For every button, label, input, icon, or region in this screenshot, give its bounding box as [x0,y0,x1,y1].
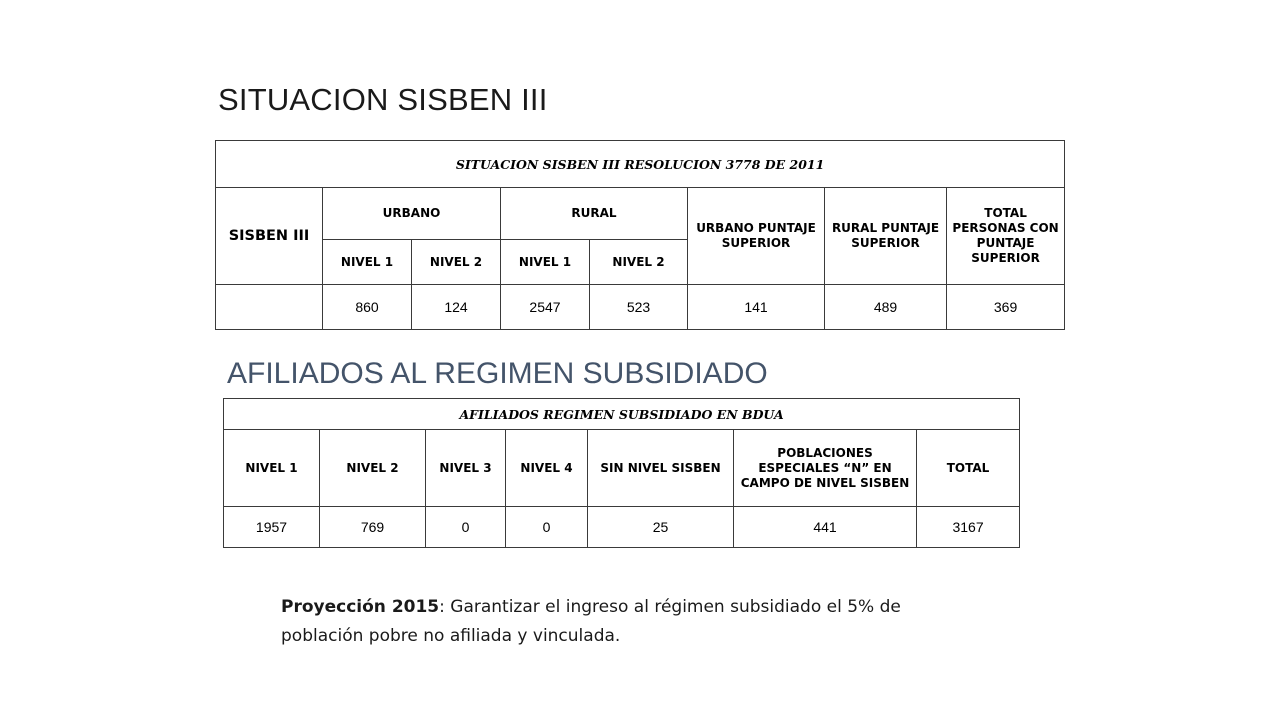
value-cell: 0 [506,507,588,548]
empty-cell [216,285,323,330]
group-rural-header: RURAL [501,188,688,240]
total-superior-header: TOTAL PERSONAS CON PUNTAJE SUPERIOR [947,188,1065,285]
urbano-nivel-1-header: NIVEL 1 [323,240,412,285]
sin-nivel-header: SIN NIVEL SISBEN [588,430,734,507]
projection-text [281,593,921,651]
value-cell: 124 [412,285,501,330]
nivel-2-header: NIVEL 2 [320,430,426,507]
value-cell: 3167 [917,507,1020,548]
section-title-afiliados: AFILIADOS AL REGIMEN SUBSIDIADO [227,357,768,390]
rural-nivel-2-header: NIVEL 2 [590,240,688,285]
nivel-4-header: NIVEL 4 [506,430,588,507]
value-cell: 860 [323,285,412,330]
value-cell: 441 [734,507,917,548]
value-cell: 369 [947,285,1065,330]
value-cell: 2547 [501,285,590,330]
rural-nivel-1-header: NIVEL 1 [501,240,590,285]
afiliados-table [223,398,1020,548]
projection-body: : Garantizar el ingreso al régimen subsidiado el 5% de población pobre no afiliada y vinculada. [281,597,901,646]
poblaciones-especiales-header: POBLACIONES ESPECIALES “N” EN CAMPO DE NIVEL SISBEN [734,430,917,507]
page-title: SITUACION SISBEN III [218,82,548,117]
value-cell: 489 [825,285,947,330]
urbano-nivel-2-header: NIVEL 2 [412,240,501,285]
afiliados-table-caption: AFILIADOS REGIMEN SUBSIDIADO EN BDUA [224,399,1020,430]
value-cell: 769 [320,507,426,548]
urbano-superior-header: URBANO PUNTAJE SUPERIOR [688,188,825,285]
value-cell: 25 [588,507,734,548]
value-cell: 523 [590,285,688,330]
value-cell: 0 [426,507,506,548]
total-header: TOTAL [917,430,1020,507]
projection-label: Proyección 2015 [281,597,440,617]
group-urbano-header: URBANO [323,188,501,240]
sisben-table [215,140,1065,330]
nivel-1-header: NIVEL 1 [224,430,320,507]
sisben-row-header: SISBEN III [216,188,323,285]
value-cell: 1957 [224,507,320,548]
value-cell: 141 [688,285,825,330]
sisben-table-caption: SITUACION SISBEN III RESOLUCION 3778 DE 2011 [216,141,1065,188]
nivel-3-header: NIVEL 3 [426,430,506,507]
rural-superior-header: RURAL PUNTAJE SUPERIOR [825,188,947,285]
